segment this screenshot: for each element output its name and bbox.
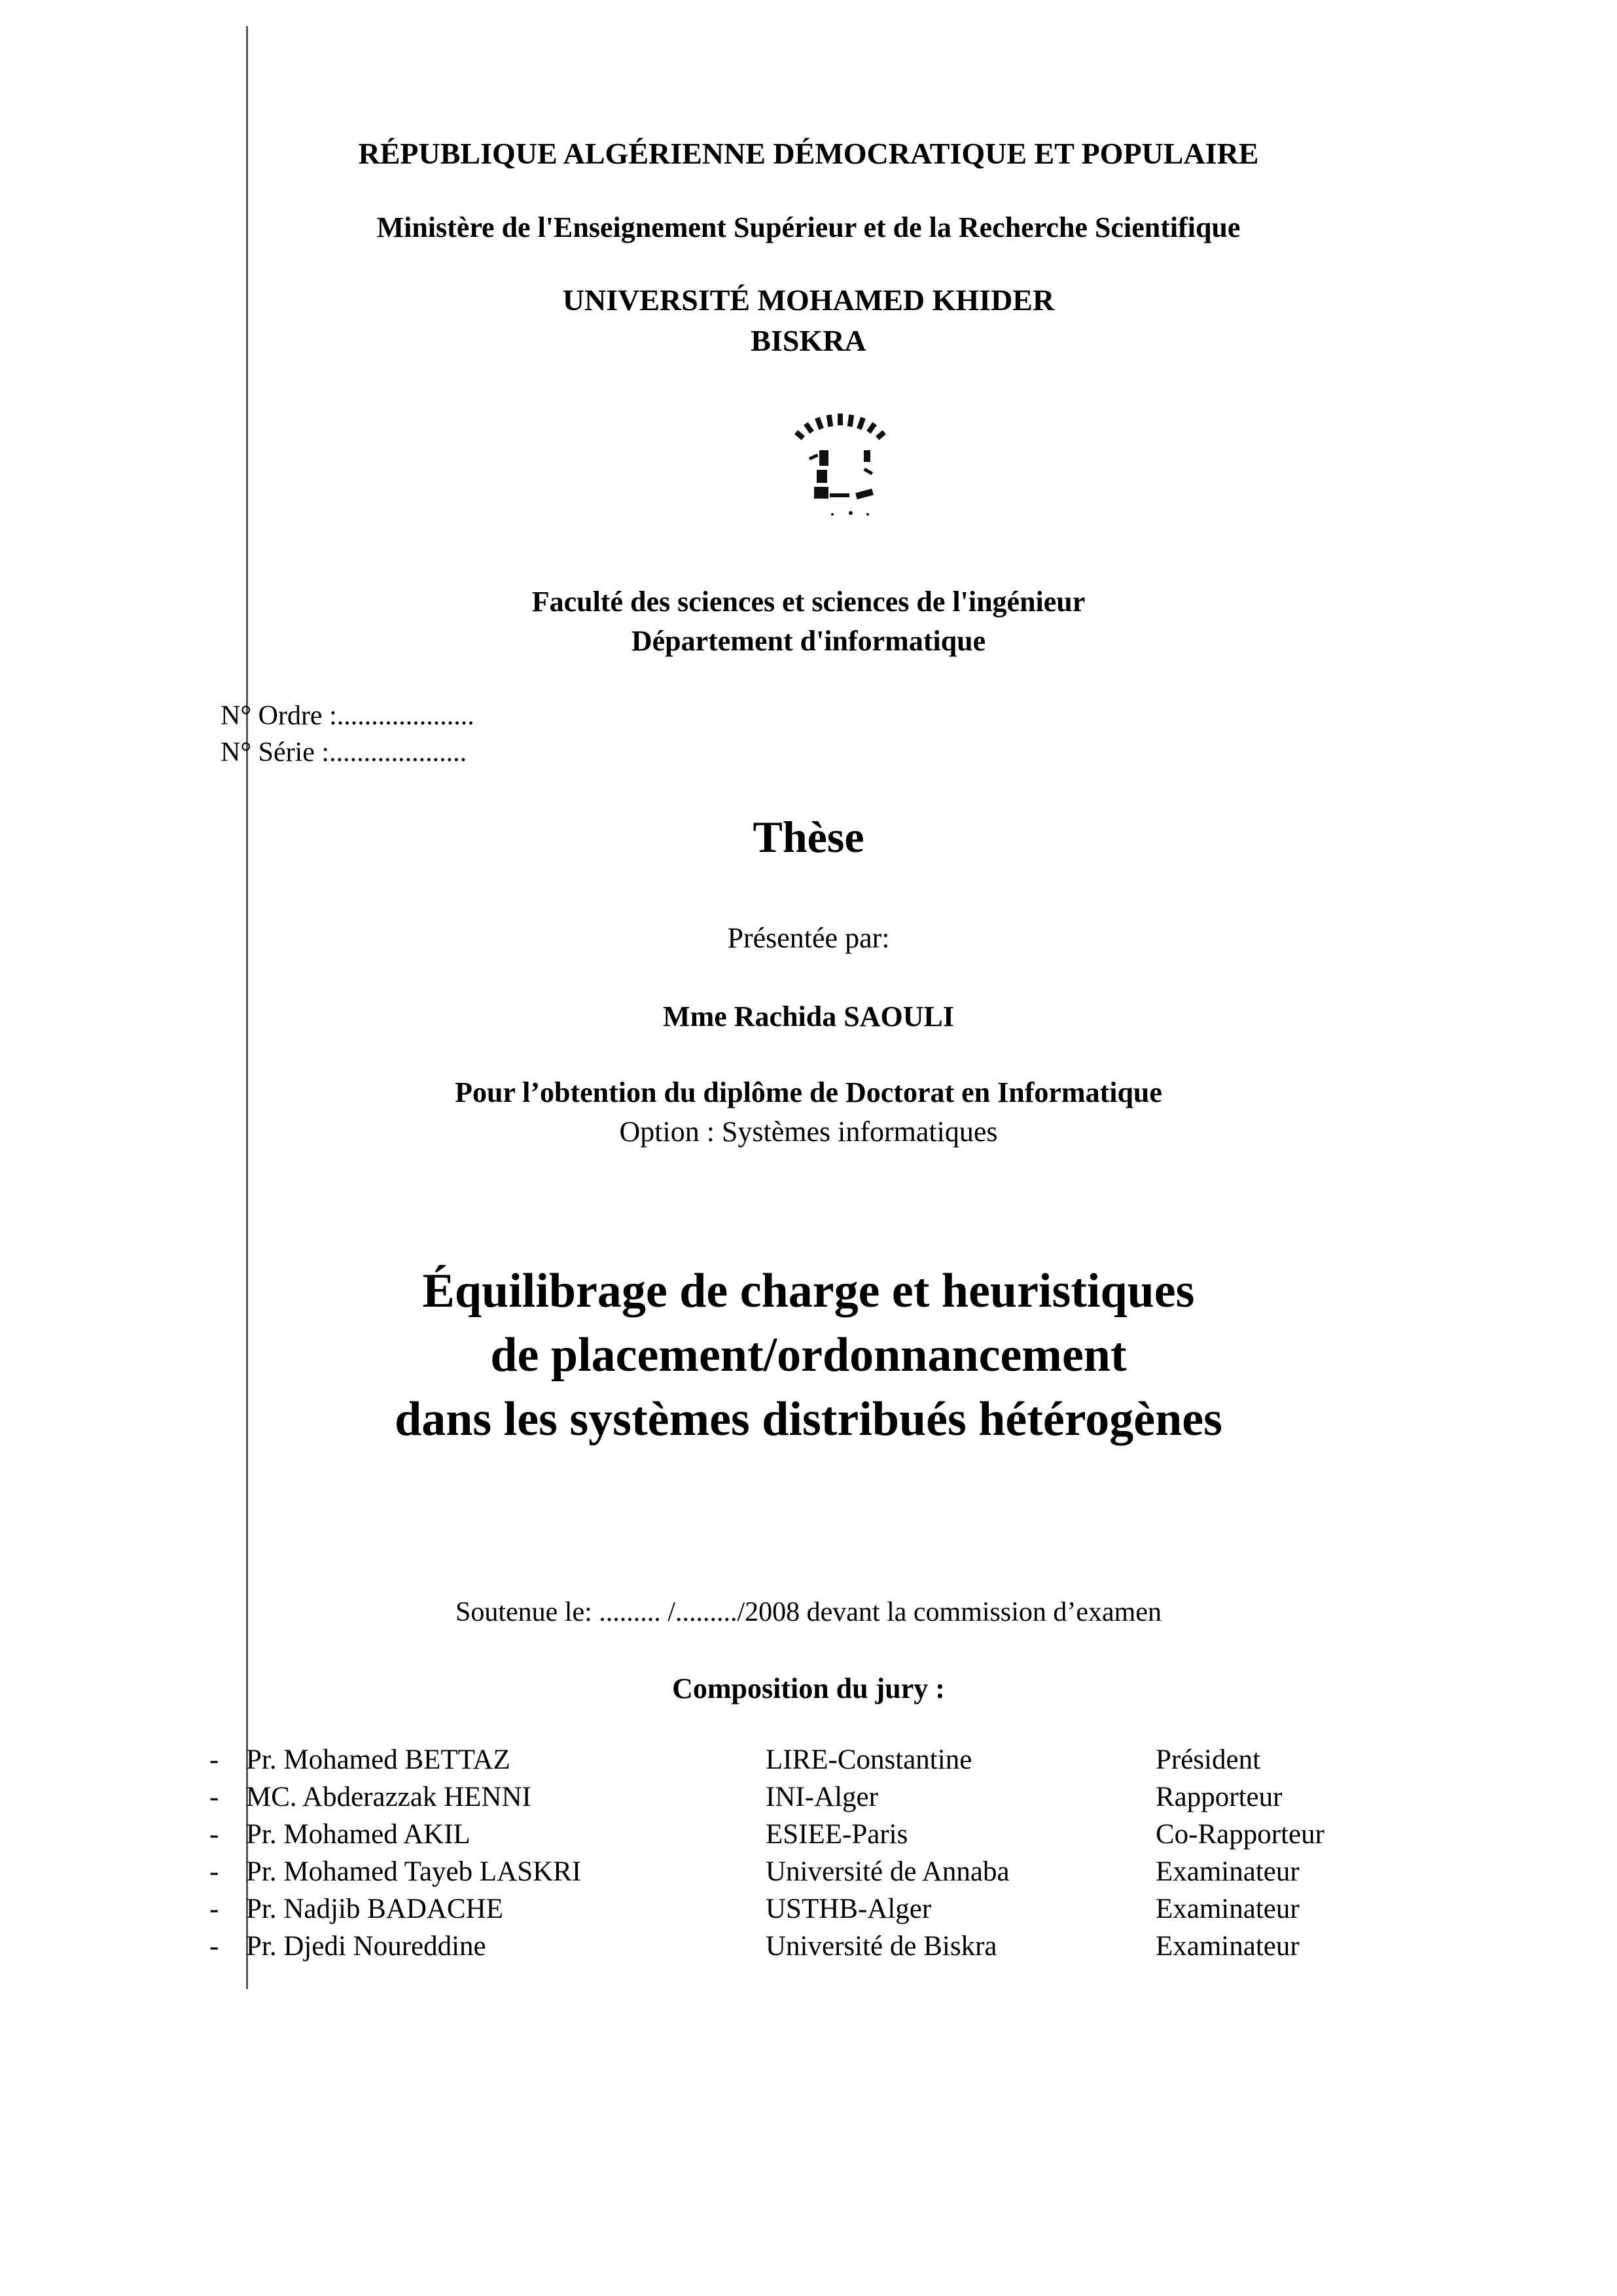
- university-name: UNIVERSITÉ MOHAMED KHIDER: [562, 283, 1055, 317]
- jury-dash: -: [209, 1856, 219, 1887]
- author-name: Mme Rachida SAOULI: [663, 1000, 954, 1033]
- jury-institution: ESIEE-Paris: [766, 1819, 908, 1850]
- jury-dash: -: [209, 1744, 219, 1775]
- jury-name: Pr. Mohamed Tayeb LASKRI: [246, 1856, 582, 1887]
- jury-role: Rapporteur: [1156, 1782, 1283, 1812]
- jury-institution: Université de Annaba: [766, 1856, 1010, 1887]
- degree-block: [0, 1073, 1617, 1152]
- jury-dash: -: [209, 1894, 219, 1924]
- department-name: Département d'informatique: [631, 625, 986, 657]
- jury-institution: INI-Alger: [766, 1782, 878, 1812]
- faculty-heading: [0, 582, 1617, 661]
- jury-role: Examinateur: [1156, 1856, 1300, 1887]
- document-type: Thèse: [753, 812, 864, 862]
- thesis-title-line-3: dans les systèmes distribués hétérogènes: [395, 1392, 1222, 1446]
- defense-date: Soutenue le: ......... /........./2008 devant la commission d’examen: [455, 1597, 1162, 1627]
- thesis-title-line-2: de placement/ordonnancement: [490, 1328, 1127, 1382]
- jury-role: Examinateur: [1156, 1894, 1300, 1924]
- jury-name: Pr. Djedi Noureddine: [246, 1931, 486, 1962]
- university-heading: [0, 280, 1617, 361]
- thesis-title-line-1: Équilibrage de charge et heuristiques: [422, 1264, 1195, 1318]
- jury-institution: USTHB-Alger: [766, 1894, 932, 1924]
- jury-role: Président: [1156, 1744, 1261, 1775]
- series-number: N° Série :....................: [221, 737, 467, 768]
- jury-role: Co-Rapporteur: [1156, 1819, 1324, 1850]
- republic-heading: RÉPUBLIQUE ALGÉRIENNE DÉMOCRATIQUE ET POPULAIRE: [358, 137, 1259, 170]
- jury-dash: -: [209, 1819, 219, 1850]
- university-logo-icon: [791, 404, 895, 522]
- jury-name: Pr. Mohamed AKIL: [246, 1819, 471, 1850]
- thesis-title: [0, 1259, 1617, 1451]
- degree-option: Option : Systèmes informatiques: [619, 1116, 998, 1148]
- jury-dash: -: [209, 1782, 219, 1812]
- presented-by-label: Présentée par:: [727, 922, 890, 954]
- jury-name: MC. Abderazzak HENNI: [246, 1782, 531, 1812]
- faculty-name: Faculté des sciences et sciences de l'ingénieur: [531, 586, 1086, 618]
- jury-institution: LIRE-Constantine: [766, 1744, 972, 1775]
- jury-role: Examinateur: [1156, 1931, 1300, 1962]
- jury-name: Pr. Nadjib BADACHE: [246, 1894, 503, 1924]
- order-number: N° Ordre :....................: [221, 701, 474, 731]
- jury-institution: Université de Biskra: [766, 1931, 997, 1962]
- degree-purpose: Pour l’obtention du diplôme de Doctorat en Informatique: [455, 1076, 1162, 1108]
- jury-heading: Composition du jury :: [672, 1672, 945, 1704]
- jury-dash: -: [209, 1931, 219, 1962]
- jury-name: Pr. Mohamed BETTAZ: [246, 1744, 510, 1775]
- ministry-heading: Ministère de l'Enseignement Supérieur et de la Recherche Scientifique: [376, 211, 1241, 243]
- university-city: BISKRA: [751, 324, 866, 357]
